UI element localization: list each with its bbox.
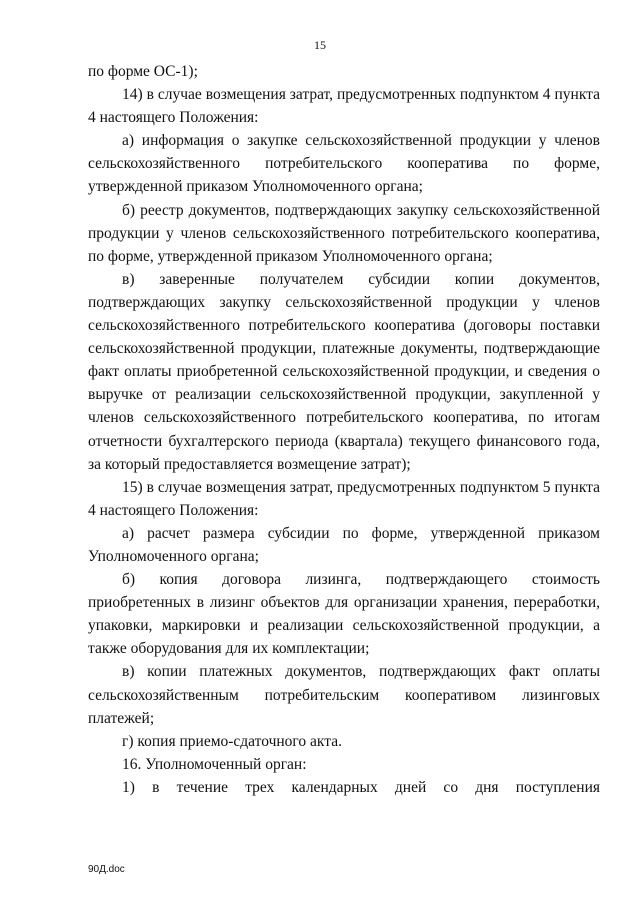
paragraph: по форме ОС-1); bbox=[88, 63, 198, 80]
paragraph: б) копия договора лизинга, подтверждающего стоимость приобретенных в лизинг объектов для организации хранения, переработки, упаковки, маркировки и реализации сельскохозяйственной продукции, а также оборудования для их комплектации; bbox=[88, 571, 600, 658]
paragraph: 1) в течение трех календарных дней со дня поступления bbox=[122, 778, 600, 796]
paragraph: 15) в случае возмещения затрат, предусмотренных подпунктом 5 пункта 4 настоящего Положения: bbox=[88, 478, 600, 519]
paragraph: б) реестр документов, подтверждающих закупку сельскохозяйственной продукции у членов сельскохозяйственного потребительского кооператива, по форме, утвержденной приказом Уполномоченного органа; bbox=[88, 201, 600, 265]
paragraph: в) копии платежных документов, подтверждающих факт оплаты сельскохозяйственным потребительским кооперативом лизинговых платежей; bbox=[88, 663, 600, 727]
document-body bbox=[88, 60, 600, 799]
paragraph: г) копия приемо-сдаточного акта. bbox=[122, 732, 342, 750]
paragraph: 16. Уполномоченный орган: bbox=[122, 755, 307, 773]
paragraph: 14) в случае возмещения затрат, предусмотренных подпунктом 4 пункта 4 настоящего Положения: bbox=[88, 86, 600, 127]
paragraph: в) заверенные получателем субсидии копии документов, подтверждающих закупку сельскохозяйственной продукции у членов сельскохозяйственного потребительского кооператива (договоры поставки сельскохозяйственной продукции, платежные документы, подтверждающие факт оплаты приобретенной сельскохозяйственной продукции, и сведения о выручке от реализации сельскохозяйственной продукции, закупленной у членов сельскохозяйственного потребительского кооператива, по итогам отчетности бухгалтерского периода (квартала) текущего финансового года, за который предоставляется возмещение затрат); bbox=[88, 270, 600, 473]
paragraph: а) информация о закупке сельскохозяйственной продукции у членов сельскохозяйственного потребительского кооператива по форме, утвержденной приказом Уполномоченного органа; bbox=[88, 132, 600, 196]
page-number: 15 bbox=[314, 38, 326, 52]
paragraph: а) расчет размера субсидии по форме, утвержденной приказом Уполномоченного органа; bbox=[88, 524, 600, 565]
file-name-footer: 90Д.doc bbox=[88, 864, 125, 875]
